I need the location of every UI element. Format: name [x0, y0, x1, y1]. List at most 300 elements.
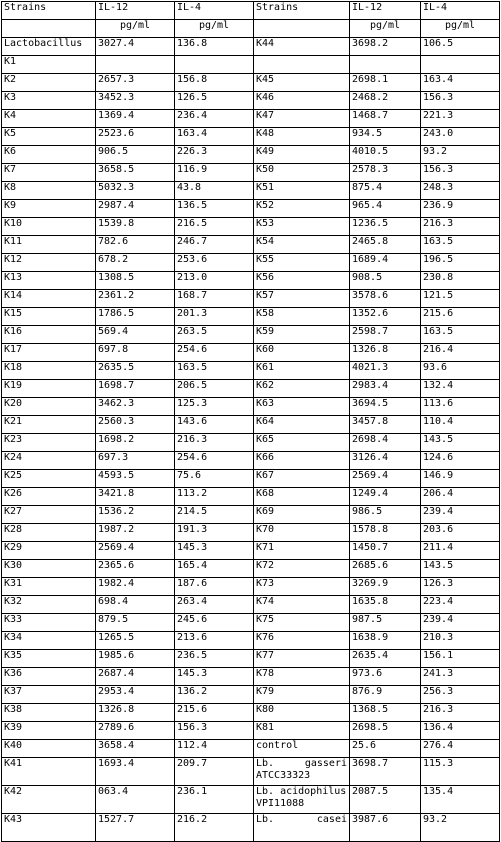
strain-cell: K76 — [254, 632, 350, 650]
il4-cell: 126.3 — [421, 578, 500, 596]
il4-cell: 43.8 — [175, 182, 254, 200]
table-row — [2, 650, 500, 668]
il12-cell: 906.5 — [96, 146, 175, 164]
strain-cell: K26 — [2, 488, 96, 506]
il4-cell: 263.5 — [175, 326, 254, 344]
table-row — [2, 506, 500, 524]
il12-cell: 1638.9 — [350, 632, 421, 650]
il4-cell: 203.6 — [421, 524, 500, 542]
strain-cell: K45 — [254, 74, 350, 92]
table-row — [2, 74, 500, 92]
table-row — [2, 722, 500, 740]
table-row — [2, 470, 500, 488]
strain-cell: K75 — [254, 614, 350, 632]
il12-cell: 1249.4 — [350, 488, 421, 506]
il4-cell: 146.9 — [421, 470, 500, 488]
strain-cell: K36 — [2, 668, 96, 686]
il4-cell: 223.4 — [421, 596, 500, 614]
strain-cell: K27 — [2, 506, 96, 524]
strain-cell: K39 — [2, 722, 96, 740]
il4-cell: 236.4 — [175, 110, 254, 128]
il4-cell: 214.5 — [175, 506, 254, 524]
strain-cell: K14 — [2, 290, 96, 308]
il12-cell: 697.3 — [96, 452, 175, 470]
strain-cell: control — [254, 740, 350, 758]
strain-cell: K11 — [2, 236, 96, 254]
strain-cell: K40 — [2, 740, 96, 758]
il4-cell: 248.3 — [421, 182, 500, 200]
strain-cell: K2 — [2, 74, 96, 92]
table-row — [2, 704, 500, 722]
il4-cell: 135.4 — [421, 786, 500, 814]
il12-cell: 965.4 — [350, 200, 421, 218]
il12-cell: 1450.7 — [350, 542, 421, 560]
table-row — [2, 560, 500, 578]
strain-cell: K23 — [2, 434, 96, 452]
il12-cell: 1689.4 — [350, 254, 421, 272]
strain-cell: K50 — [254, 164, 350, 182]
strain-cell — [254, 758, 350, 786]
table-row — [2, 488, 500, 506]
il4-cell: 143.6 — [175, 416, 254, 434]
strain-cell: K56 — [254, 272, 350, 290]
il12-cell: 3027.4 — [96, 38, 175, 56]
il12-cell: 2635.4 — [350, 650, 421, 668]
strain-cell: K35 — [2, 650, 96, 668]
il12-cell: 2523.6 — [96, 128, 175, 146]
il4-cell: 126.5 — [175, 92, 254, 110]
il12-cell: 1369.4 — [96, 110, 175, 128]
il4-cell: 163.4 — [175, 128, 254, 146]
strain-name-line2: ATCC33323 — [256, 770, 311, 781]
table-row — [2, 578, 500, 596]
strain-cell: K59 — [254, 326, 350, 344]
table-row — [2, 344, 500, 362]
il12-cell: 25.6 — [350, 740, 421, 758]
il4-cell: 206.4 — [421, 488, 500, 506]
strain-name-line2: VPI11088 — [256, 798, 305, 809]
il12-cell: 3658.5 — [96, 164, 175, 182]
il12-cell: 876.9 — [350, 686, 421, 704]
unit-il12: pg/ml — [350, 20, 421, 38]
il4-cell: 263.4 — [175, 596, 254, 614]
header-strains: Strains — [254, 2, 350, 20]
strain-cell: K4 — [2, 110, 96, 128]
il12-cell: 4593.5 — [96, 470, 175, 488]
il4-cell: 209.7 — [175, 758, 254, 786]
il12-cell: 2560.3 — [96, 416, 175, 434]
strain-cell: K19 — [2, 380, 96, 398]
il12-cell: 4010.5 — [350, 146, 421, 164]
il12-cell — [350, 56, 421, 74]
strain-cell: K12 — [2, 254, 96, 272]
strain-cell: K5 — [2, 128, 96, 146]
strain-cell: K34 — [2, 632, 96, 650]
table-row — [2, 308, 500, 326]
il4-cell: 113.2 — [175, 488, 254, 506]
il12-cell: 2953.4 — [96, 686, 175, 704]
strain-cell: K55 — [254, 254, 350, 272]
il12-cell: 1326.8 — [350, 344, 421, 362]
strain-cell: K51 — [254, 182, 350, 200]
il4-cell: 156.3 — [421, 92, 500, 110]
il4-cell: 93.2 — [421, 814, 500, 842]
table-row — [2, 686, 500, 704]
strain-cell: K38 — [2, 704, 96, 722]
strain-cell: K74 — [254, 596, 350, 614]
il12-cell: 063.4 — [96, 786, 175, 814]
il12-cell: 569.4 — [96, 326, 175, 344]
il12-cell: 1265.5 — [96, 632, 175, 650]
il4-cell: 75.6 — [175, 470, 254, 488]
table-row — [2, 128, 500, 146]
strain-cell: K69 — [254, 506, 350, 524]
il12-cell: 1539.8 — [96, 218, 175, 236]
il12-cell: 2983.4 — [350, 380, 421, 398]
strain-cell: K63 — [254, 398, 350, 416]
strain-name-word: Lb. — [256, 758, 275, 769]
il12-cell: 1698.7 — [96, 380, 175, 398]
strain-cell: K46 — [254, 92, 350, 110]
il4-cell: 245.6 — [175, 614, 254, 632]
header-il4: IL-4 — [175, 2, 254, 20]
il12-cell: 678.2 — [96, 254, 175, 272]
table-row — [2, 786, 500, 814]
strain-cell: K31 — [2, 578, 96, 596]
il12-cell: 2569.4 — [96, 542, 175, 560]
table-row — [2, 416, 500, 434]
strain-cell: K81 — [254, 722, 350, 740]
il4-cell: 254.6 — [175, 452, 254, 470]
strain-cell: K32 — [2, 596, 96, 614]
strain-cell: K78 — [254, 668, 350, 686]
strain-cell: K24 — [2, 452, 96, 470]
strain-cell: K18 — [2, 362, 96, 380]
table-row — [2, 326, 500, 344]
strain-cell: K47 — [254, 110, 350, 128]
strain-cell: K20 — [2, 398, 96, 416]
strain-cell: K54 — [254, 236, 350, 254]
strain-cell: K3 — [2, 92, 96, 110]
il12-cell: 782.6 — [96, 236, 175, 254]
il12-cell: 1308.5 — [96, 272, 175, 290]
il4-cell: 143.5 — [421, 434, 500, 452]
strain-name-word: Lb. acidophilus — [256, 786, 347, 797]
il12-cell: 2657.3 — [96, 74, 175, 92]
il12-cell: 1326.8 — [96, 704, 175, 722]
il4-cell: 239.4 — [421, 614, 500, 632]
il12-cell: 2578.3 — [350, 164, 421, 182]
il12-cell: 973.6 — [350, 668, 421, 686]
strain-cell: K29 — [2, 542, 96, 560]
strain-cell: K70 — [254, 524, 350, 542]
strain-cell: K16 — [2, 326, 96, 344]
il4-cell: 136.5 — [175, 200, 254, 218]
strain-cell: K68 — [254, 488, 350, 506]
il12-cell: 3452.3 — [96, 92, 175, 110]
il12-cell: 3698.2 — [350, 38, 421, 56]
il4-cell: 241.3 — [421, 668, 500, 686]
strain-cell: K43 — [2, 814, 96, 842]
il4-cell: 276.4 — [421, 740, 500, 758]
il4-cell: 191.3 — [175, 524, 254, 542]
strain-cell: K77 — [254, 650, 350, 668]
il12-cell: 2569.4 — [350, 470, 421, 488]
il12-cell: 5032.3 — [96, 182, 175, 200]
il12-cell: 2698.4 — [350, 434, 421, 452]
il12-cell: 1236.5 — [350, 218, 421, 236]
table-row — [2, 92, 500, 110]
unit-cell-empty — [2, 20, 96, 38]
header-il12: IL-12 — [350, 2, 421, 20]
il12-cell: 2365.6 — [96, 560, 175, 578]
header-strains: Strains — [2, 2, 96, 20]
strain-cell: K28 — [2, 524, 96, 542]
strain-cell: K67 — [254, 470, 350, 488]
il4-cell: 156.3 — [421, 164, 500, 182]
il4-cell: 136.4 — [421, 722, 500, 740]
il4-cell: 216.3 — [421, 704, 500, 722]
il4-cell: 163.4 — [421, 74, 500, 92]
table-row — [2, 182, 500, 200]
il4-cell: 226.3 — [175, 146, 254, 164]
table-row — [2, 452, 500, 470]
table-row — [2, 434, 500, 452]
table-row — [2, 110, 500, 128]
strain-name-word: casei — [316, 814, 347, 825]
strain-cell: K30 — [2, 560, 96, 578]
il4-cell: 163.5 — [421, 236, 500, 254]
il12-cell: 1693.4 — [96, 758, 175, 786]
il12-cell — [96, 56, 175, 74]
il12-cell: 3457.8 — [350, 416, 421, 434]
il4-cell: 115.3 — [421, 758, 500, 786]
il4-cell: 236.5 — [175, 650, 254, 668]
il12-cell: 1786.5 — [96, 308, 175, 326]
il12-cell: 986.5 — [350, 506, 421, 524]
table-row — [2, 380, 500, 398]
table-row — [2, 362, 500, 380]
unit-row — [2, 20, 500, 38]
il12-cell: 3694.5 — [350, 398, 421, 416]
il4-cell: 93.2 — [421, 146, 500, 164]
il4-cell: 216.4 — [421, 344, 500, 362]
data-table — [1, 1, 500, 842]
il4-cell: 254.6 — [175, 344, 254, 362]
il4-cell: 256.3 — [421, 686, 500, 704]
il4-cell: 110.4 — [421, 416, 500, 434]
table-row — [2, 542, 500, 560]
table-row — [2, 814, 500, 842]
strain-cell: K17 — [2, 344, 96, 362]
il4-cell: 156.1 — [421, 650, 500, 668]
strain-cell: K49 — [254, 146, 350, 164]
strain-cell: K8 — [2, 182, 96, 200]
strain-cell: K9 — [2, 200, 96, 218]
il4-cell: 196.5 — [421, 254, 500, 272]
il4-cell — [421, 56, 500, 74]
il12-cell: 2598.7 — [350, 326, 421, 344]
il4-cell — [175, 56, 254, 74]
table-row — [2, 218, 500, 236]
table-row — [2, 38, 500, 56]
strain-name-word: gasseri — [304, 758, 347, 769]
strain-cell: K80 — [254, 704, 350, 722]
il4-cell: 156.3 — [175, 722, 254, 740]
strain-cell: K6 — [2, 146, 96, 164]
il4-cell: 211.4 — [421, 542, 500, 560]
strain-cell: Lactobacillus — [2, 38, 96, 56]
il12-cell: 2698.5 — [350, 722, 421, 740]
strain-name-line1 — [256, 758, 347, 770]
il4-cell: 145.3 — [175, 542, 254, 560]
il12-cell: 2465.8 — [350, 236, 421, 254]
il12-cell: 1987.2 — [96, 524, 175, 542]
header-il12: IL-12 — [96, 2, 175, 20]
il12-cell: 3698.7 — [350, 758, 421, 786]
strain-name-line1 — [256, 786, 347, 798]
strain-cell: K66 — [254, 452, 350, 470]
il4-cell: 136.8 — [175, 38, 254, 56]
header-row — [2, 2, 500, 20]
strain-cell — [254, 56, 350, 74]
il4-cell: 112.4 — [175, 740, 254, 758]
il4-cell: 132.4 — [421, 380, 500, 398]
strain-cell: K44 — [254, 38, 350, 56]
strain-cell: K58 — [254, 308, 350, 326]
il4-cell: 106.5 — [421, 38, 500, 56]
il12-cell: 3462.3 — [96, 398, 175, 416]
strain-cell: K53 — [254, 218, 350, 236]
il12-cell: 879.5 — [96, 614, 175, 632]
il4-cell: 210.3 — [421, 632, 500, 650]
il12-cell: 987.5 — [350, 614, 421, 632]
il12-cell: 2698.1 — [350, 74, 421, 92]
table-row — [2, 740, 500, 758]
unit-cell-empty — [254, 20, 350, 38]
table-row — [2, 758, 500, 786]
il4-cell: 163.5 — [175, 362, 254, 380]
il12-cell: 934.5 — [350, 128, 421, 146]
table-row — [2, 146, 500, 164]
il12-cell: 1527.7 — [96, 814, 175, 842]
il4-cell: 236.1 — [175, 786, 254, 814]
strain-cell: K73 — [254, 578, 350, 596]
il12-cell: 1468.7 — [350, 110, 421, 128]
il12-cell: 2361.2 — [96, 290, 175, 308]
header-il4: IL-4 — [421, 2, 500, 20]
il4-cell: 239.4 — [421, 506, 500, 524]
strain-cell: K1 — [2, 56, 96, 74]
il12-cell: 908.5 — [350, 272, 421, 290]
il4-cell: 163.5 — [421, 326, 500, 344]
table-row — [2, 614, 500, 632]
il4-cell: 145.3 — [175, 668, 254, 686]
il12-cell: 1368.5 — [350, 704, 421, 722]
strain-cell — [254, 786, 350, 814]
il4-cell: 93.6 — [421, 362, 500, 380]
unit-il12: pg/ml — [96, 20, 175, 38]
table-row — [2, 632, 500, 650]
il12-cell: 3269.9 — [350, 578, 421, 596]
il4-cell: 213.0 — [175, 272, 254, 290]
il12-cell: 2685.6 — [350, 560, 421, 578]
il4-cell: 246.7 — [175, 236, 254, 254]
table-row — [2, 596, 500, 614]
strain-cell: K33 — [2, 614, 96, 632]
il12-cell: 1982.4 — [96, 578, 175, 596]
il4-cell: 236.9 — [421, 200, 500, 218]
table-row — [2, 290, 500, 308]
il12-cell: 3987.6 — [350, 814, 421, 842]
il12-cell: 3658.4 — [96, 740, 175, 758]
strain-cell: K64 — [254, 416, 350, 434]
table-row — [2, 668, 500, 686]
strain-cell: K41 — [2, 758, 96, 786]
il4-cell: 168.7 — [175, 290, 254, 308]
strain-cell: K79 — [254, 686, 350, 704]
table-row — [2, 236, 500, 254]
table-row — [2, 398, 500, 416]
il12-cell: 2687.4 — [96, 668, 175, 686]
strain-cell: K42 — [2, 786, 96, 814]
il4-cell: 230.8 — [421, 272, 500, 290]
il12-cell: 3421.8 — [96, 488, 175, 506]
il4-cell: 116.9 — [175, 164, 254, 182]
il4-cell: 143.5 — [421, 560, 500, 578]
il12-cell: 3578.6 — [350, 290, 421, 308]
strain-cell: K48 — [254, 128, 350, 146]
strain-cell: K21 — [2, 416, 96, 434]
table-row — [2, 164, 500, 182]
strain-cell: K72 — [254, 560, 350, 578]
il12-cell: 4021.3 — [350, 362, 421, 380]
il4-cell: 216.2 — [175, 814, 254, 842]
il12-cell: 3126.4 — [350, 452, 421, 470]
strain-name-word: Lb. — [256, 814, 275, 825]
il12-cell: 1698.2 — [96, 434, 175, 452]
il12-cell: 697.8 — [96, 344, 175, 362]
il4-cell: 121.5 — [421, 290, 500, 308]
il4-cell: 201.3 — [175, 308, 254, 326]
il4-cell: 216.5 — [175, 218, 254, 236]
strain-cell: K62 — [254, 380, 350, 398]
il4-cell: 113.6 — [421, 398, 500, 416]
il4-cell: 156.8 — [175, 74, 254, 92]
il12-cell: 1536.2 — [96, 506, 175, 524]
strain-cell — [254, 814, 350, 842]
strain-cell: K60 — [254, 344, 350, 362]
il4-cell: 187.6 — [175, 578, 254, 596]
strain-cell: K37 — [2, 686, 96, 704]
table-row — [2, 56, 500, 74]
il4-cell: 213.6 — [175, 632, 254, 650]
strain-cell: K25 — [2, 470, 96, 488]
table-row — [2, 200, 500, 218]
il12-cell: 1578.8 — [350, 524, 421, 542]
il4-cell: 206.5 — [175, 380, 254, 398]
strain-cell: K52 — [254, 200, 350, 218]
strain-cell: K71 — [254, 542, 350, 560]
il4-cell: 243.0 — [421, 128, 500, 146]
strain-cell: K15 — [2, 308, 96, 326]
strain-cell: K65 — [254, 434, 350, 452]
strain-cell: K10 — [2, 218, 96, 236]
il4-cell: 216.3 — [421, 218, 500, 236]
unit-il4: pg/ml — [421, 20, 500, 38]
il4-cell: 215.6 — [175, 704, 254, 722]
il4-cell: 216.3 — [175, 434, 254, 452]
